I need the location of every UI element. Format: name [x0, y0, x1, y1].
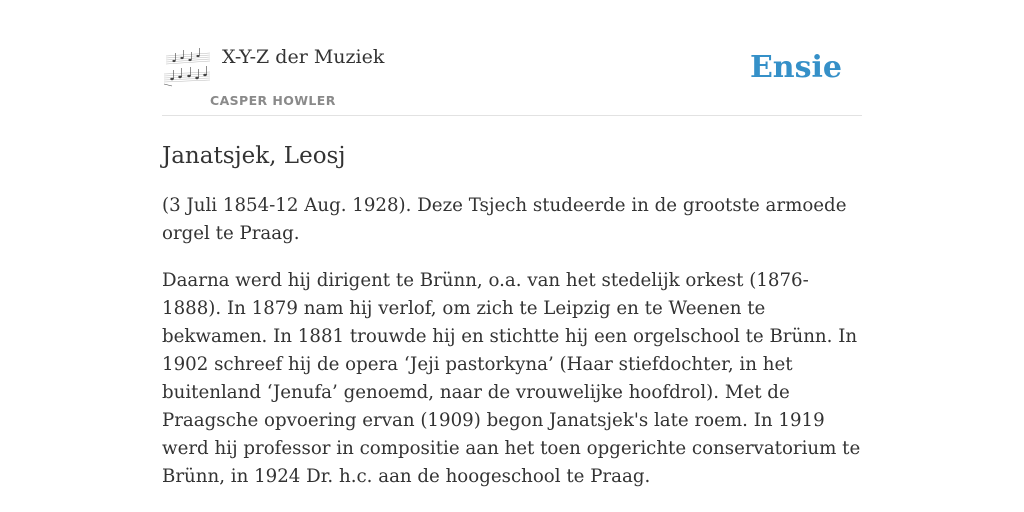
article-title: Janatsjek, Leosj: [162, 143, 346, 169]
header: [162, 0, 862, 116]
sheet-music-icon[interactable]: [162, 44, 212, 90]
article-paragraph: (3 Juli 1854-12 Aug. 1928). Deze Tsjech studeerde in de grootste armoede orgel te Praag.: [162, 195, 847, 244]
page: [162, 0, 862, 491]
author-name[interactable]: CASPER HOWLER: [210, 93, 336, 108]
article-paragraph: Daarna werd hij dirigent te Brünn, o.a. van het stedelijk orkest (1876-1888). In 1879 nam hij verlof, om zich te Leipzig en te Weenen te bekwamen. In 1881 trouwde hij en stichtte hij een orgelschool te Brünn. In 1902 schreef hij de opera ‘Jeji pastorkyna’ (Haar stiefdochter, in het buitenland ‘Jenufa’ genoemd, naar de vrouwelijke hoofdrol). Met de Praagsche opvoering ervan (1909) begon Janatsjek's late roem. In 1919 werd hij professor in compositie aan het toen opgerichte conservatorium te Brünn, in 1924 Dr. h.c. aan de hoogeschool te Praag.: [162, 270, 861, 487]
brand-logo[interactable]: Ensie: [749, 50, 842, 85]
book-title[interactable]: X-Y-Z der Muziek: [222, 46, 385, 68]
